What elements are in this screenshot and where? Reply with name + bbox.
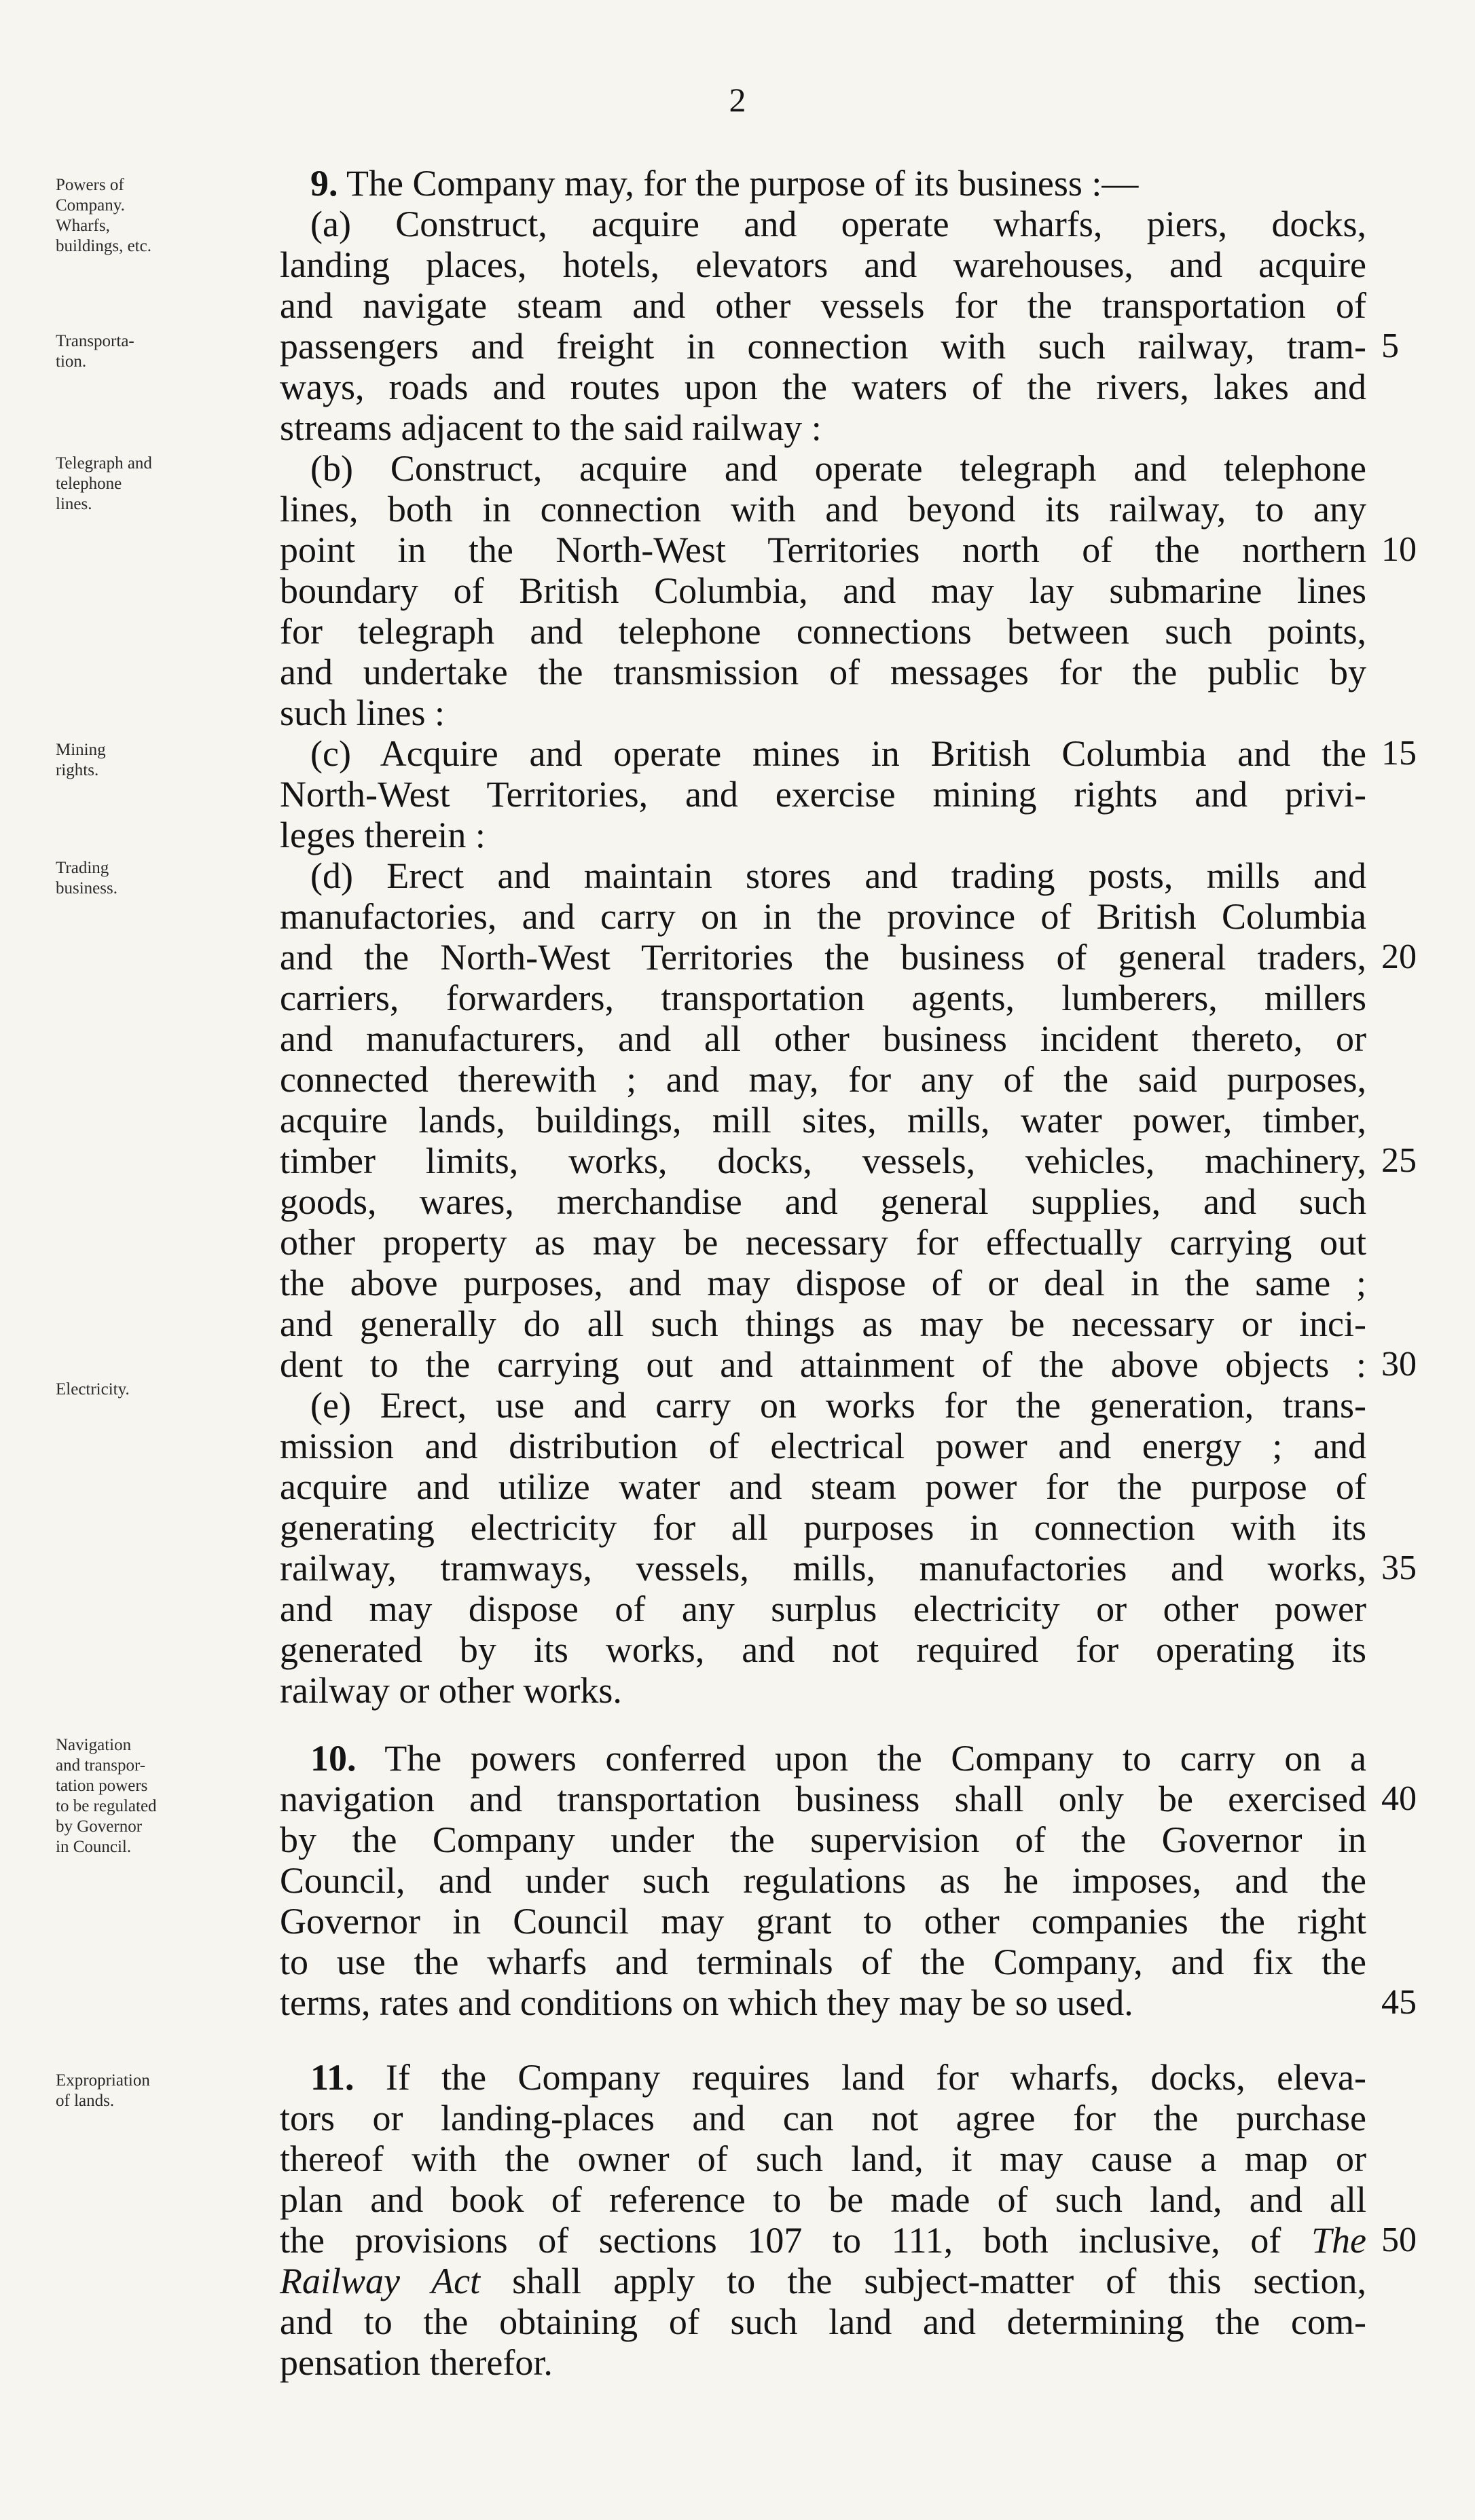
text-line bbox=[280, 1548, 1366, 1589]
text-line bbox=[280, 489, 1366, 530]
text-line bbox=[280, 1819, 1366, 1860]
text-line bbox=[280, 448, 1366, 489]
margin-note-line: Electricity. bbox=[56, 1380, 130, 1398]
text-segment: timber limits, works, docks, vessels, vehicles, machinery, bbox=[280, 1141, 1366, 1181]
text-segment: generated by its works, and not required for operating its bbox=[280, 1629, 1366, 1670]
text-segment: and navigate steam and other vessels for the transportation of bbox=[280, 285, 1366, 326]
margin-note-line: business. bbox=[56, 879, 117, 897]
margin-note-line: Powers of bbox=[56, 176, 124, 194]
text-line bbox=[280, 692, 1366, 733]
text-segment: and undertake the transmission of messages for the public by bbox=[280, 652, 1366, 692]
text-segment: passengers and freight in connection with such railway, tram- bbox=[280, 326, 1366, 367]
text-segment: (e) Erect, use and carry on works for the generation, trans- bbox=[310, 1385, 1366, 1426]
text-segment: shall apply to the subject-matter of this section, bbox=[480, 2261, 1366, 2301]
text-segment: (b) Construct, acquire and operate telegraph and telephone bbox=[310, 448, 1366, 489]
text-line bbox=[280, 204, 1366, 244]
text-segment: (a) Construct, acquire and operate wharfs, piers, docks, bbox=[310, 204, 1366, 244]
text-segment: the above purposes, and may dispose of or deal in the same ; bbox=[280, 1263, 1366, 1303]
margin-note-line: tation powers bbox=[56, 1777, 148, 1795]
text-segment: Railway Act bbox=[280, 2261, 481, 2301]
text-segment: acquire lands, buildings, mill sites, mills, water power, timber, bbox=[280, 1100, 1366, 1141]
section-number: 10. bbox=[310, 1738, 357, 1779]
text-line bbox=[280, 1100, 1366, 1141]
text-line bbox=[280, 1344, 1366, 1385]
text-segment: navigation and transportation business shall only be exercised bbox=[280, 1779, 1366, 1819]
text-segment: (d) Erect and maintain stores and trading posts, mills and bbox=[310, 855, 1366, 896]
text-line bbox=[280, 407, 1366, 448]
text-line bbox=[280, 2057, 1366, 2098]
text-segment: plan and book of reference to be made of such land, and all bbox=[280, 2179, 1366, 2220]
text-segment: leges therein : bbox=[280, 815, 486, 855]
margin-note-line: Company. bbox=[56, 196, 125, 215]
text-segment: streams adjacent to the said railway : bbox=[280, 407, 822, 448]
margin-note-line: by Governor bbox=[56, 1817, 143, 1836]
margin-note-trading bbox=[56, 858, 280, 899]
text-line bbox=[280, 1466, 1366, 1507]
margin-note-line: and transpor- bbox=[56, 1756, 146, 1775]
margin-note-line: tion. bbox=[56, 352, 87, 371]
text-line bbox=[280, 2342, 1366, 2383]
text-segment: other property as may be necessary for effectually carrying out bbox=[280, 1222, 1366, 1263]
text-segment: generating electricity for all purposes in connection with its bbox=[280, 1507, 1366, 1548]
text-line bbox=[280, 530, 1366, 570]
margin-note-line: Navigation bbox=[56, 1736, 132, 1754]
text-segment: North-West Territories, and exercise mining rights and privi- bbox=[280, 774, 1366, 815]
text-line bbox=[280, 733, 1366, 774]
margin-note-line: Mining bbox=[56, 741, 106, 759]
margin-note-line: telephone bbox=[56, 475, 122, 493]
text-segment: and generally do all such things as may be necessary or inci- bbox=[280, 1303, 1366, 1344]
margin-note-line: Transporta- bbox=[56, 332, 134, 350]
text-line bbox=[280, 937, 1366, 978]
text-line bbox=[280, 326, 1366, 367]
margin-note-transport bbox=[56, 331, 280, 372]
text-line bbox=[280, 2179, 1366, 2220]
text-line bbox=[280, 1303, 1366, 1344]
text-line bbox=[280, 1222, 1366, 1263]
text-line bbox=[280, 774, 1366, 815]
margin-note-line: buildings, etc. bbox=[56, 237, 151, 255]
margin-note-mining bbox=[56, 740, 280, 781]
text-line bbox=[280, 367, 1366, 407]
text-line bbox=[280, 978, 1366, 1018]
line-number: 25 bbox=[1381, 1141, 1417, 1180]
text-line bbox=[280, 1982, 1366, 2023]
text-line bbox=[280, 2220, 1366, 2261]
text-segment: Council, and under such regulations as he imposes, and the bbox=[280, 1860, 1366, 1901]
text-segment: dent to the carrying out and attainment of the above objects : bbox=[280, 1344, 1366, 1385]
text-line bbox=[280, 285, 1366, 326]
margin-note-line: Telegraph and bbox=[56, 454, 152, 472]
text-line bbox=[280, 1141, 1366, 1181]
text-segment: such lines : bbox=[280, 692, 445, 733]
line-number: 45 bbox=[1381, 1983, 1417, 2022]
text-line bbox=[280, 1589, 1366, 1629]
text-line bbox=[280, 2301, 1366, 2342]
page-number: 2 bbox=[729, 81, 746, 119]
text-line bbox=[280, 815, 1366, 855]
text-segment: pensation therefor. bbox=[280, 2342, 553, 2383]
margin-note-telegraph bbox=[56, 453, 280, 515]
text-line bbox=[280, 1426, 1366, 1466]
text-segment: by the Company under the supervision of the Governor in bbox=[280, 1819, 1366, 1860]
margin-note-line: rights. bbox=[56, 761, 99, 779]
line-number: 35 bbox=[1381, 1549, 1417, 1587]
text-line bbox=[280, 855, 1366, 896]
text-line bbox=[280, 1901, 1366, 1942]
margin-note-powers bbox=[56, 175, 280, 216]
text-segment: acquire and utilize water and steam power for the purpose of bbox=[280, 1466, 1366, 1507]
text-segment: goods, wares, merchandise and general supplies, and such bbox=[280, 1181, 1366, 1222]
text-line bbox=[280, 1263, 1366, 1303]
text-segment: railway, tramways, vessels, mills, manufactories and works, bbox=[280, 1548, 1366, 1589]
text-segment: Governor in Council may grant to other companies the right bbox=[280, 1901, 1366, 1942]
text-line bbox=[280, 163, 1366, 204]
margin-note-wharfs bbox=[56, 216, 280, 257]
text-segment: for telegraph and telephone connections between such points, bbox=[280, 611, 1366, 652]
text-line bbox=[280, 1385, 1366, 1426]
text-line bbox=[280, 1860, 1366, 1901]
text-line bbox=[280, 2138, 1366, 2179]
section-number: 11. bbox=[310, 2057, 354, 2098]
margin-note-line: to be regulated bbox=[56, 1797, 157, 1815]
text-line bbox=[280, 1018, 1366, 1059]
text-segment: and manufacturers, and all other business incident thereto, or bbox=[280, 1018, 1366, 1059]
text-line bbox=[280, 1507, 1366, 1548]
section-number: 9. bbox=[310, 163, 338, 204]
text-segment: the provisions of sections 107 to 111, both inclusive, of bbox=[280, 2220, 1311, 2261]
margin-note-line: in Council. bbox=[56, 1838, 132, 1856]
text-segment: landing places, hotels, elevators and warehouses, and acquire bbox=[280, 244, 1366, 285]
text-line bbox=[280, 652, 1366, 692]
text-line bbox=[280, 244, 1366, 285]
text-segment: point in the North-West Territories north of the northern bbox=[280, 530, 1366, 570]
line-number: 20 bbox=[1381, 938, 1417, 976]
text-line bbox=[280, 1942, 1366, 1982]
text-segment: (c) Acquire and operate mines in British Columbia and the bbox=[310, 733, 1366, 774]
text-segment: and to the obtaining of such land and determining the com- bbox=[280, 2301, 1366, 2342]
text-segment: thereof with the owner of such land, it may cause a map or bbox=[280, 2138, 1366, 2179]
text-segment: The Company may, for the purpose of its business :— bbox=[338, 163, 1139, 204]
line-number: 10 bbox=[1381, 530, 1417, 569]
text-line bbox=[280, 570, 1366, 611]
text-line bbox=[280, 2261, 1366, 2301]
text-segment: lines, both in connection with and beyond its railway, to any bbox=[280, 489, 1366, 530]
line-number: 40 bbox=[1381, 1779, 1417, 1818]
text-segment: The powers conferred upon the Company to carry on a bbox=[356, 1738, 1366, 1779]
text-segment: railway or other works. bbox=[280, 1670, 622, 1711]
text-segment: ways, roads and routes upon the waters of the rivers, lakes and bbox=[280, 367, 1366, 407]
text-segment: The bbox=[1311, 2220, 1366, 2261]
text-line bbox=[280, 1181, 1366, 1222]
line-number: 5 bbox=[1381, 327, 1399, 365]
text-line bbox=[280, 1670, 1366, 1711]
margin-note-line: lines. bbox=[56, 495, 92, 513]
margin-note-line: Trading bbox=[56, 859, 109, 877]
text-segment: tors or landing-places and can not agree for the purchase bbox=[280, 2098, 1366, 2138]
text-line bbox=[280, 1779, 1366, 1819]
text-line bbox=[280, 896, 1366, 937]
margin-note-line: Wharfs, bbox=[56, 217, 110, 235]
text-line bbox=[280, 611, 1366, 652]
line-number: 30 bbox=[1381, 1345, 1417, 1384]
text-segment: carriers, forwarders, transportation agents, lumberers, millers bbox=[280, 978, 1366, 1018]
margin-note-line: of lands. bbox=[56, 2092, 115, 2110]
text-line bbox=[280, 1629, 1366, 1670]
text-segment: and may dispose of any surplus electricity or other power bbox=[280, 1589, 1366, 1629]
margin-note-expropriation bbox=[56, 2071, 280, 2111]
text-segment: and the North-West Territories the business of general traders, bbox=[280, 937, 1366, 978]
text-segment: manufactories, and carry on in the province of British Columbia bbox=[280, 896, 1366, 937]
text-segment: boundary of British Columbia, and may lay submarine lines bbox=[280, 570, 1366, 611]
text-segment: terms, rates and conditions on which they may be so used. bbox=[280, 1982, 1133, 2023]
text-line bbox=[280, 1059, 1366, 1100]
line-number: 15 bbox=[1381, 734, 1417, 773]
text-line bbox=[280, 2098, 1366, 2138]
text-segment: to use the wharfs and terminals of the Company, and fix the bbox=[280, 1942, 1366, 1982]
margin-note-line: Expropriation bbox=[56, 2071, 150, 2090]
margin-note-navigation bbox=[56, 1735, 280, 1857]
text-segment: If the Company requires land for wharfs, docks, eleva- bbox=[354, 2057, 1366, 2098]
text-segment: mission and distribution of electrical power and energy ; and bbox=[280, 1426, 1366, 1466]
line-number: 50 bbox=[1381, 2221, 1417, 2259]
margin-note-electricity bbox=[56, 1379, 280, 1400]
text-segment: connected therewith ; and may, for any of the said purposes, bbox=[280, 1059, 1366, 1100]
text-line bbox=[280, 1738, 1366, 1779]
